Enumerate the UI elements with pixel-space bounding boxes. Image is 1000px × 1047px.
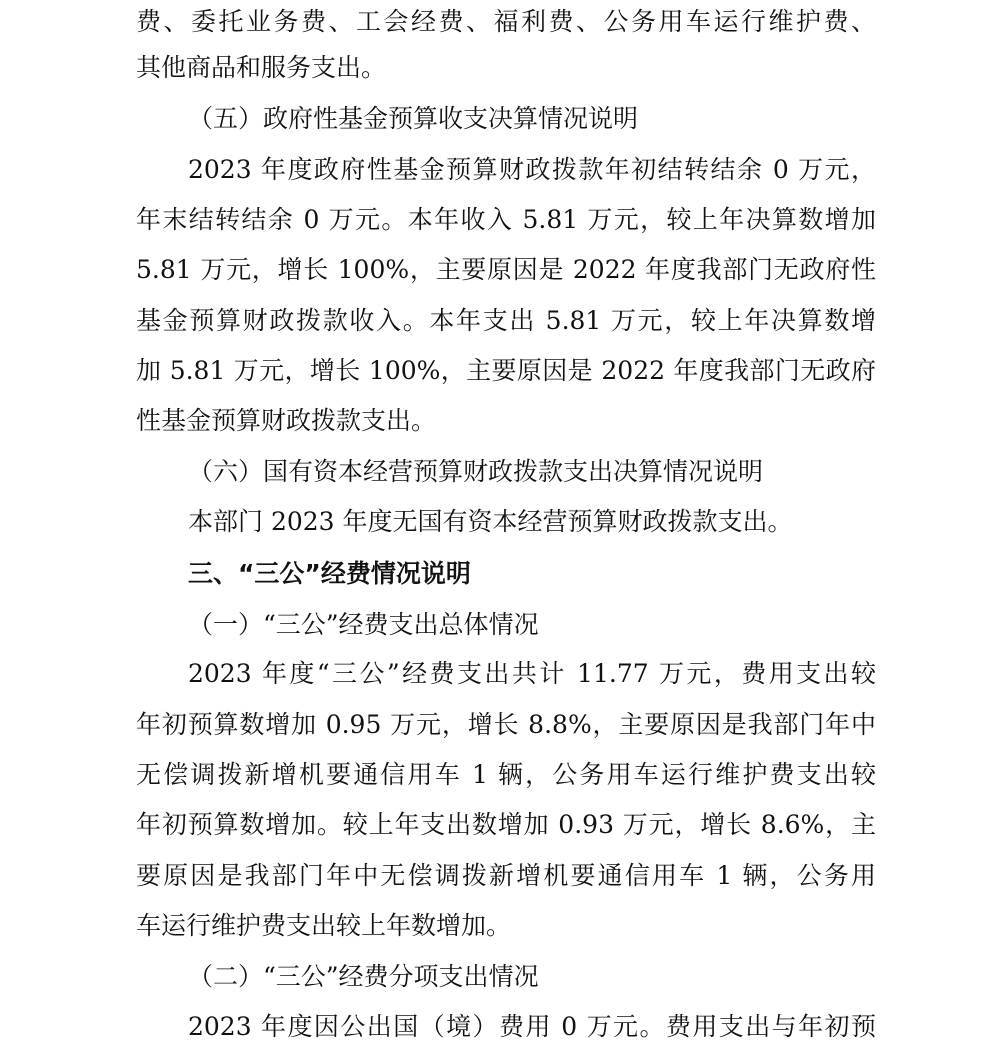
paragraph-line: 年初预算数增加。较上年支出数增加 0.93 万元，增长 8.6%，主 bbox=[136, 810, 876, 839]
section-heading-5: （五）政府性基金预算收支决算情况说明 bbox=[188, 104, 639, 133]
section-heading-6: （六）国有资本经营预算财政拨款支出决算情况说明 bbox=[188, 457, 764, 486]
paragraph-line: 费、委托业务费、工会经费、福利费、公务用车运行维护费、 bbox=[136, 7, 876, 36]
paragraph-line: 基金预算财政拨款收入。本年支出 5.81 万元，较上年决算数增 bbox=[136, 306, 876, 335]
paragraph-line: 年初预算数增加 0.95 万元，增长 8.8%，主要原因是我部门年中 bbox=[136, 710, 876, 739]
section-heading-1: （一）“三公”经费支出总体情况 bbox=[188, 610, 539, 639]
paragraph-line: 年末结转结余 0 万元。本年收入 5.81 万元，较上年决算数增加 bbox=[136, 205, 876, 234]
paragraph-line: 2023 年度“三公”经费支出共计 11.77 万元，费用支出较 bbox=[188, 659, 876, 688]
section-heading-2: （二）“三公”经费分项支出情况 bbox=[188, 962, 539, 991]
paragraph-line: 2023 年度因公出国（境）费用 0 万元。费用支出与年初预 bbox=[188, 1012, 876, 1041]
paragraph-line: 性基金预算财政拨款支出。 bbox=[136, 406, 437, 435]
paragraph-line: 2023 年度政府性基金预算财政拨款年初结转结余 0 万元， bbox=[188, 155, 876, 184]
paragraph-line: 无偿调拨新增机要通信用车 1 辆，公务用车运行维护费支出较 bbox=[136, 760, 876, 789]
paragraph-line: 5.81 万元，增长 100%，主要原因是 2022 年度我部门无政府性 bbox=[136, 255, 876, 284]
section-heading-three-public: 三、“三公”经费情况说明 bbox=[188, 559, 471, 588]
paragraph-line: 加 5.81 万元，增长 100%，主要原因是 2022 年度我部门无政府 bbox=[136, 356, 876, 385]
paragraph-line: 本部门 2023 年度无国有资本经营预算财政拨款支出。 bbox=[188, 507, 793, 536]
paragraph-line: 要原因是我部门年中无偿调拨新增机要通信用车 1 辆，公务用 bbox=[136, 861, 876, 890]
paragraph-line: 车运行维护费支出较上年数增加。 bbox=[136, 911, 512, 940]
paragraph-line: 其他商品和服务支出。 bbox=[136, 53, 387, 82]
